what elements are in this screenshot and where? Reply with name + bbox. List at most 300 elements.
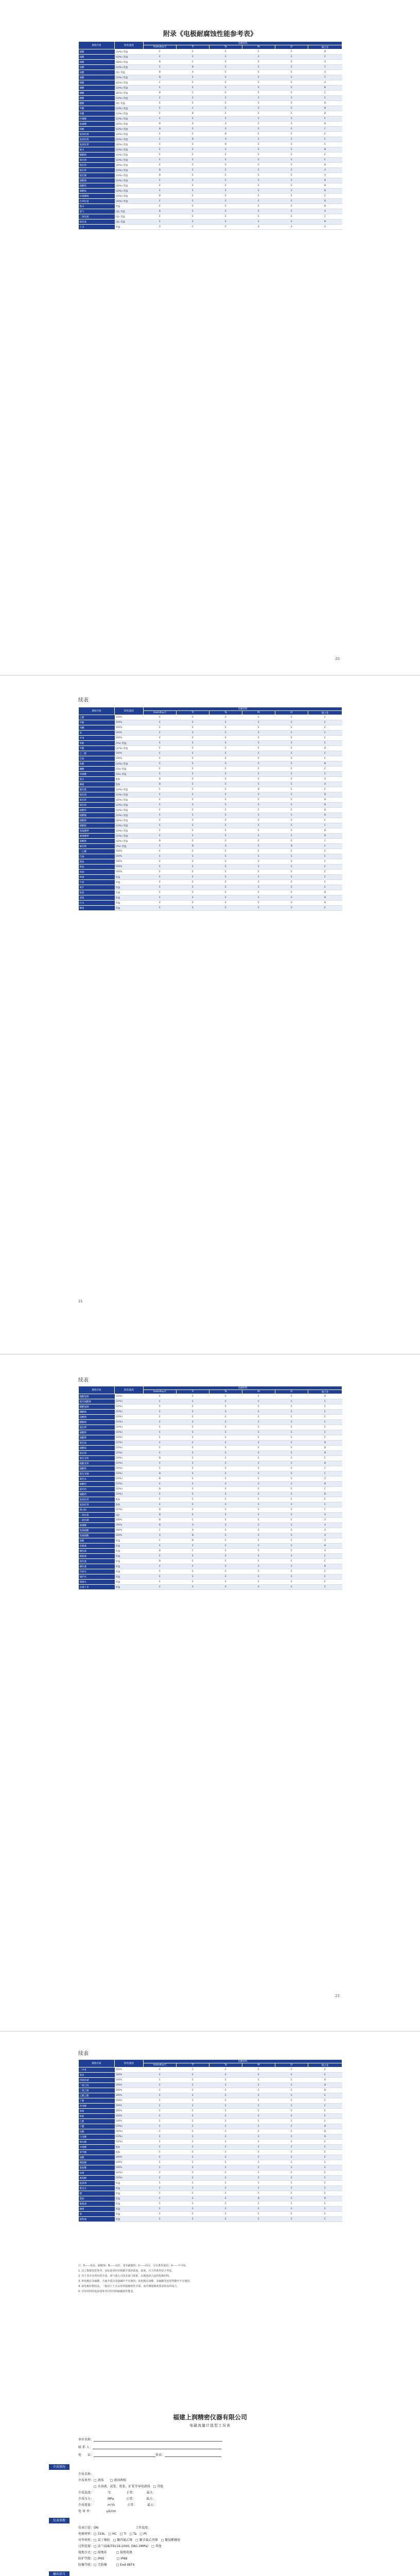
rating-cell: E [308,2067,342,2073]
rating-cell: E [275,132,308,137]
rating-cell: E [308,880,342,885]
media-line[interactable]: 电 导 率： μS/cm [78,2510,116,2513]
rating-cell: B [144,782,177,787]
rating-cell: E [275,147,308,152]
concentration-cell: (10%) [115,1492,144,1497]
media-line[interactable]: □ 水溶液、泥浆、纸浆、矿浆等导电液体 □ 其他 [78,2485,164,2488]
page-1 [0,0,420,675]
rating-cell: B [144,1549,177,1554]
media-line[interactable]: 介质名称： [78,2472,94,2476]
rating-cell: E [275,2119,308,2124]
rating-cell: E [177,767,209,772]
table-row [79,890,342,895]
rating-cell: E [209,158,242,163]
note-line: 2. 对于表中未列出的介质，请与我公司技术部门联系，以便选择合适的电极材料。 [78,2275,172,2278]
rating-cell: E [308,1580,342,1585]
rating-cell: E [275,1538,308,1544]
concentration-cell: (10%) 常温 [115,132,144,137]
medium-cell: 磷化液 [79,1564,115,1569]
rating-cell: E [242,132,275,137]
medium-cell: 氯化铝 [79,1487,115,1492]
medium-cell: 磷酸 [79,91,115,96]
rating-cell: E [144,885,177,890]
concentration-cell: (10%) 常温 [115,183,144,189]
medium-cell: 硫酸 [79,60,115,65]
medium-cell: 甲酸 [79,106,115,111]
rating-cell: E [144,2088,177,2093]
concentration-cell: (10%) 常温 [115,194,144,199]
concentration-cell: 100% [115,854,144,859]
rating-cell: E [242,803,275,808]
medium-cell: 碳酸氢钠 [79,1404,115,1410]
table-row [79,2207,342,2212]
table-row [79,725,342,731]
rating-cell: E [209,2171,242,2176]
concentration-cell: (10%) 常温 [115,158,144,163]
concentration-cell: 常温 [115,2196,144,2201]
medium-cell: 煤油 [79,859,115,865]
rating-cell: C [308,823,342,828]
rating-cell: E [242,173,275,178]
rating-cell: E [242,1507,275,1513]
rating-cell: E [177,86,209,91]
rating-cell: E [308,2073,342,2078]
table-row [79,849,342,854]
rating-cell: C [177,225,209,230]
rating-cell: E [275,777,308,782]
rating-cell: E [177,792,209,798]
rating-cell: E [275,137,308,142]
rating-cell: E [275,80,308,86]
medium-cell: 硫酸 [79,49,115,55]
rating-cell: E [209,854,242,859]
concentration-cell: (10%) 常温 [115,839,144,844]
concentration-cell: 常温 [115,890,144,895]
rating-cell: E [308,849,342,854]
rating-cell: E [308,132,342,137]
rating-cell: B [144,1507,177,1513]
rating-cell: E [144,2176,177,2181]
medium-cell: 氯化钠 [79,158,115,163]
table-row [79,111,342,116]
rating-cell: E [242,111,275,116]
rating-cell: X [308,782,342,787]
rating-cell: X [308,209,342,214]
page-4 [0,2038,420,2576]
rating-cell: E [242,209,275,214]
rating-cell: E [209,808,242,813]
rating-cell: E [209,792,242,798]
rating-cell: E [275,70,308,75]
rating-cell: E [144,2186,177,2191]
rating-cell: E [209,890,242,895]
rating-cell: B [308,86,342,91]
concentration-cell: 常温 [115,895,144,901]
concentration-cell: 100% [115,849,144,854]
rating-cell: E [209,818,242,823]
rating-cell: E [144,901,177,906]
table-row [79,158,342,163]
rating-cell: E [275,1564,308,1569]
rating-cell: E [209,1471,242,1477]
rating-cell: E [144,1415,177,1420]
rating-cell: E [209,1440,242,1446]
rating-cell: E [209,199,242,204]
rating-cell: E [209,214,242,219]
header-material: Pt [242,2063,275,2067]
concentration-cell: (10%) [115,2140,144,2145]
rating-cell: E [275,163,308,168]
rating-cell: E [275,2171,308,2176]
rating-cell: E [242,746,275,751]
rating-cell: E [144,2114,177,2119]
table-row [79,1564,342,1569]
rating-cell: E [177,725,209,731]
rating-cell: B [144,1513,177,1518]
rating-cell: E [275,854,308,859]
medium-cell: 氯化钡 [79,1451,115,1456]
table-row [79,2155,342,2160]
rating-cell: E [242,1574,275,1580]
rating-cell: E [177,736,209,741]
rating-cell: E [308,1585,342,1590]
rating-cell: E [177,2083,209,2088]
medium-cell: 丁醇 [79,2098,115,2104]
rating-cell: X [308,777,342,782]
rating-cell: E [144,142,177,147]
params-line[interactable]: 衬里材料：□ 氯丁橡胶 □ 聚四氟乙烯 □ 聚全氟乙丙烯 □ 聚氨酯橡胶 [78,2538,181,2542]
rating-cell: E [275,111,308,116]
table-row [79,1456,342,1461]
rating-cell: E [209,1466,242,1471]
rating-cell: B [308,49,342,55]
rating-cell: E [209,111,242,116]
rating-cell: X [177,1528,209,1533]
table-row [79,2160,342,2165]
rating-cell: B [144,1456,177,1461]
rating-cell: E [177,80,209,86]
table-row [79,875,342,880]
rating-cell: E [177,1477,209,1482]
concentration-cell: 100% [115,2104,144,2109]
rating-cell: E [209,116,242,122]
rating-cell: B [177,1533,209,1538]
rating-cell: E [209,2165,242,2171]
rating-cell: E [242,818,275,823]
medium-cell: 氯化锌 [79,798,115,803]
params-line[interactable]: 电极材料：□ 316L □ HC □ Ti □ Ta □ Pt [78,2532,147,2536]
rating-cell: E [177,1446,209,1451]
params-line[interactable]: 过程连接：□ 法兰(GB/T9119-2000, DN1.0MPa) □ 其他 [78,2545,162,2548]
rating-cell: E [209,91,242,96]
header-material-group: 电极材料 [144,2060,342,2063]
rating-cell: X [308,225,342,230]
media-line[interactable]: 介质类型：□ 液体 □ 液固两相 [78,2479,127,2482]
concentration-cell: (10%) [115,1430,144,1435]
rating-cell: E [144,214,177,219]
concentration-cell: (湿) [115,1513,144,1518]
header-material: Hastelloy-C [144,711,177,715]
rating-cell: E [242,1580,275,1585]
rating-cell: E [275,194,308,199]
table-row [79,1538,342,1544]
rating-cell: E [242,1430,275,1435]
rating-cell: E [177,214,209,219]
rating-cell: E [242,2140,275,2145]
rating-cell: E [308,1404,342,1410]
header-material: Zr [275,1390,308,1394]
rating-cell: E [177,1399,209,1404]
rating-cell: E [275,142,308,147]
table-row [79,122,342,127]
section-output: 输出信号 [49,2571,69,2576]
rating-cell: E [209,106,242,111]
rating-cell: E [308,2165,342,2171]
concentration-cell: 100% [115,715,144,720]
rating-cell: E [275,2067,308,2073]
rating-cell: E [308,2098,342,2104]
rating-cell: E [242,854,275,859]
medium-cell: 甲苯 [79,736,115,741]
rating-cell: E [308,2140,342,2145]
rating-cell: E [308,2171,342,2176]
rating-cell: E [177,1513,209,1518]
concentration-cell: (湿) 常温 [115,209,144,214]
rating-cell: E [209,2093,242,2098]
params-line[interactable]: 防爆等级：□ 无防爆 □ Exd IIBT4 [78,2563,135,2567]
rating-cell: E [209,2191,242,2196]
rating-cell: B [308,1544,342,1549]
rating-cell: E [308,2176,342,2181]
rating-cell: E [242,1451,275,1456]
medium-cell: 硅酸钠 [79,1415,115,1420]
medium-cell: 酒石酸 [79,2140,115,2145]
rating-cell: B [144,60,177,65]
rating-cell: E [242,1425,275,1430]
rating-cell: E [144,147,177,152]
rating-cell: E [209,1518,242,1523]
concentration-cell: 常温 [115,1549,144,1554]
rating-cell: C [308,91,342,96]
medium-cell: 锅炉水 [79,1574,115,1580]
rating-cell: E [144,844,177,849]
medium-cell: 纸浆 [79,890,115,895]
table-row [79,1415,342,1420]
concentration-cell: 100% [115,2160,144,2165]
rating-cell: E [308,1430,342,1435]
concentration-cell: (10%) [115,1435,144,1440]
rating-cell: E [209,2104,242,2109]
table-row [79,1430,342,1435]
rating-cell: E [275,2212,308,2217]
concentration-cell: 饱和 [115,782,144,787]
concentration-cell: 常温 [115,1538,144,1544]
rating-cell: E [242,1518,275,1523]
rating-cell: E [144,1482,177,1487]
note-line: 1. 以上数据仅供参考，实际选用时应根据介质的浓度、温度、压力等条件综合考虑。 [78,2269,174,2273]
rating-cell: E [308,2109,342,2114]
medium-cell: 四氯化碳 [79,2078,115,2083]
table-row [79,116,342,122]
rating-cell: E [144,163,177,168]
table-row [79,1482,342,1487]
rating-cell: E [275,2191,308,2196]
rating-cell: E [275,101,308,106]
rating-cell: E [177,2201,209,2207]
rating-cell: B [308,1461,342,1466]
rating-cell: E [177,823,209,828]
rating-cell: E [275,1461,308,1466]
media-line[interactable]: 介质流量： m³/h 正常： 最大： [78,2503,157,2507]
rating-cell: E [242,828,275,834]
rating-cell: E [209,2114,242,2119]
rating-cell: E [242,767,275,772]
rating-cell: E [177,2078,209,2083]
rating-cell: X [308,80,342,86]
rating-cell: E [242,2145,275,2150]
rating-cell: E [275,75,308,80]
continued-label: 续表 [78,698,89,703]
rating-cell: E [242,2150,275,2155]
rating-cell: E [209,86,242,91]
rating-cell: E [209,219,242,225]
rating-cell: E [242,751,275,756]
medium-cell: 硫酸钾 [79,1435,115,1440]
rating-cell: E [209,782,242,787]
rating-cell: E [275,2073,308,2078]
table-row [79,80,342,86]
rating-cell: E [242,60,275,65]
medium-cell: 氯化钾 [79,1425,115,1430]
page-2 [0,681,420,1353]
rating-cell: E [209,1394,242,1399]
concentration-cell: 常温 [115,2212,144,2217]
rating-cell: E [144,818,177,823]
concentration-cell: (10%) 常温 [115,813,144,818]
rating-cell: E [242,194,275,199]
page-3 [0,1360,420,2030]
medium-cell: 甘油 [79,756,115,761]
table-row [79,2078,342,2083]
rating-cell: E [275,1456,308,1461]
rating-cell: E [242,219,275,225]
concentration-cell: 常温 [115,1554,144,1559]
table-row [79,96,342,101]
params-line[interactable]: 防护等级：□ IP65 □ IP68 [78,2557,128,2561]
rating-cell: B [308,1451,342,1456]
rating-cell: E [275,189,308,194]
medium-cell: 发烟硫酸 [79,1528,115,1533]
rating-cell: E [308,2217,342,2222]
medium-cell: 醋 [79,2191,115,2196]
rating-cell: E [308,2160,342,2165]
rating-cell: E [209,178,242,183]
rating-cell: E [275,1487,308,1492]
rating-cell: E [275,2150,308,2155]
rating-cell: E [308,885,342,890]
rating-cell: E [209,127,242,132]
rating-cell: E [275,1435,308,1440]
rating-cell: E [177,834,209,839]
rating-cell: E [209,2083,242,2088]
rating-cell: E [242,2083,275,2088]
form-field-phone[interactable]: 电 话： 传真： [78,2452,221,2457]
rating-cell: E [275,1497,308,1502]
concentration-cell: (10%) 常温 [115,173,144,178]
rating-cell: E [209,875,242,880]
form-field-company[interactable]: 单位名称： [78,2437,222,2442]
table-row [79,1585,342,1590]
form-field-contact[interactable]: 联 系 人： [78,2445,221,2449]
rating-cell: E [275,86,308,91]
rating-cell: E [209,823,242,828]
rating-cell: E [209,1507,242,1513]
concentration-cell: (10%) 常温 [115,168,144,173]
concentration-cell: (50%) 常温 [115,55,144,60]
rating-cell: E [308,116,342,122]
rating-cell: X [308,1528,342,1533]
rating-cell: E [308,1415,342,1420]
rating-cell: E [209,2088,242,2093]
rating-cell: E [275,901,308,906]
rating-cell: E [308,1574,342,1580]
concentration-cell: (10%) 常温 [115,86,144,91]
params-line[interactable]: 仪表口径：DN 工作温度： [78,2526,151,2530]
medium-cell: 氢氟酸 [79,122,115,127]
rating-cell: E [209,194,242,199]
rating-cell: E [177,2181,209,2186]
rating-cell: E [177,2160,209,2165]
rating-cell: E [209,2109,242,2114]
rating-cell: E [144,219,177,225]
rating-cell: E [275,2186,308,2191]
rating-cell: B [144,1523,177,1528]
media-line[interactable]: 介质压力： MPa 正常： 最大： [78,2497,156,2501]
rating-cell: X [308,60,342,65]
medium-cell: 苯酚 [79,741,115,746]
rating-cell: C [308,55,342,60]
params-line[interactable]: 接地方式：□ 接地环 □ 接地电极 [78,2551,133,2554]
rating-cell: E [144,1497,177,1502]
table-row [79,1399,342,1404]
rating-cell: E [275,859,308,865]
rating-cell: E [177,2067,209,2073]
rating-cell: E [177,101,209,106]
rating-cell: C [308,1466,342,1471]
table-row [79,1440,342,1446]
rating-cell: E [275,2088,308,2093]
table-row [79,2104,342,2109]
rating-cell: E [144,2207,177,2212]
concentration-cell: (10%) 常温 [115,792,144,798]
medium-cell: 硫代硫酸钠 [79,1399,115,1404]
media-line[interactable]: 介质温度： ℃ 正常： 最大： [78,2491,156,2495]
rating-cell: E [242,2129,275,2134]
medium-cell: 氢氧化钠 [79,132,115,137]
concentration-cell: (10%) 常温 [115,761,144,767]
rating-cell: E [275,808,308,813]
rating-cell: E [177,885,209,890]
rating-cell: E [242,183,275,189]
rating-cell: E [242,839,275,844]
table-row [79,895,342,901]
rating-cell: E [242,158,275,163]
page-number: 21 [78,1299,83,1303]
header-material-group: 电极材料 [144,707,342,711]
rating-cell: E [242,901,275,906]
concentration-cell: 常温 [115,1544,144,1549]
rating-cell: E [242,1482,275,1487]
